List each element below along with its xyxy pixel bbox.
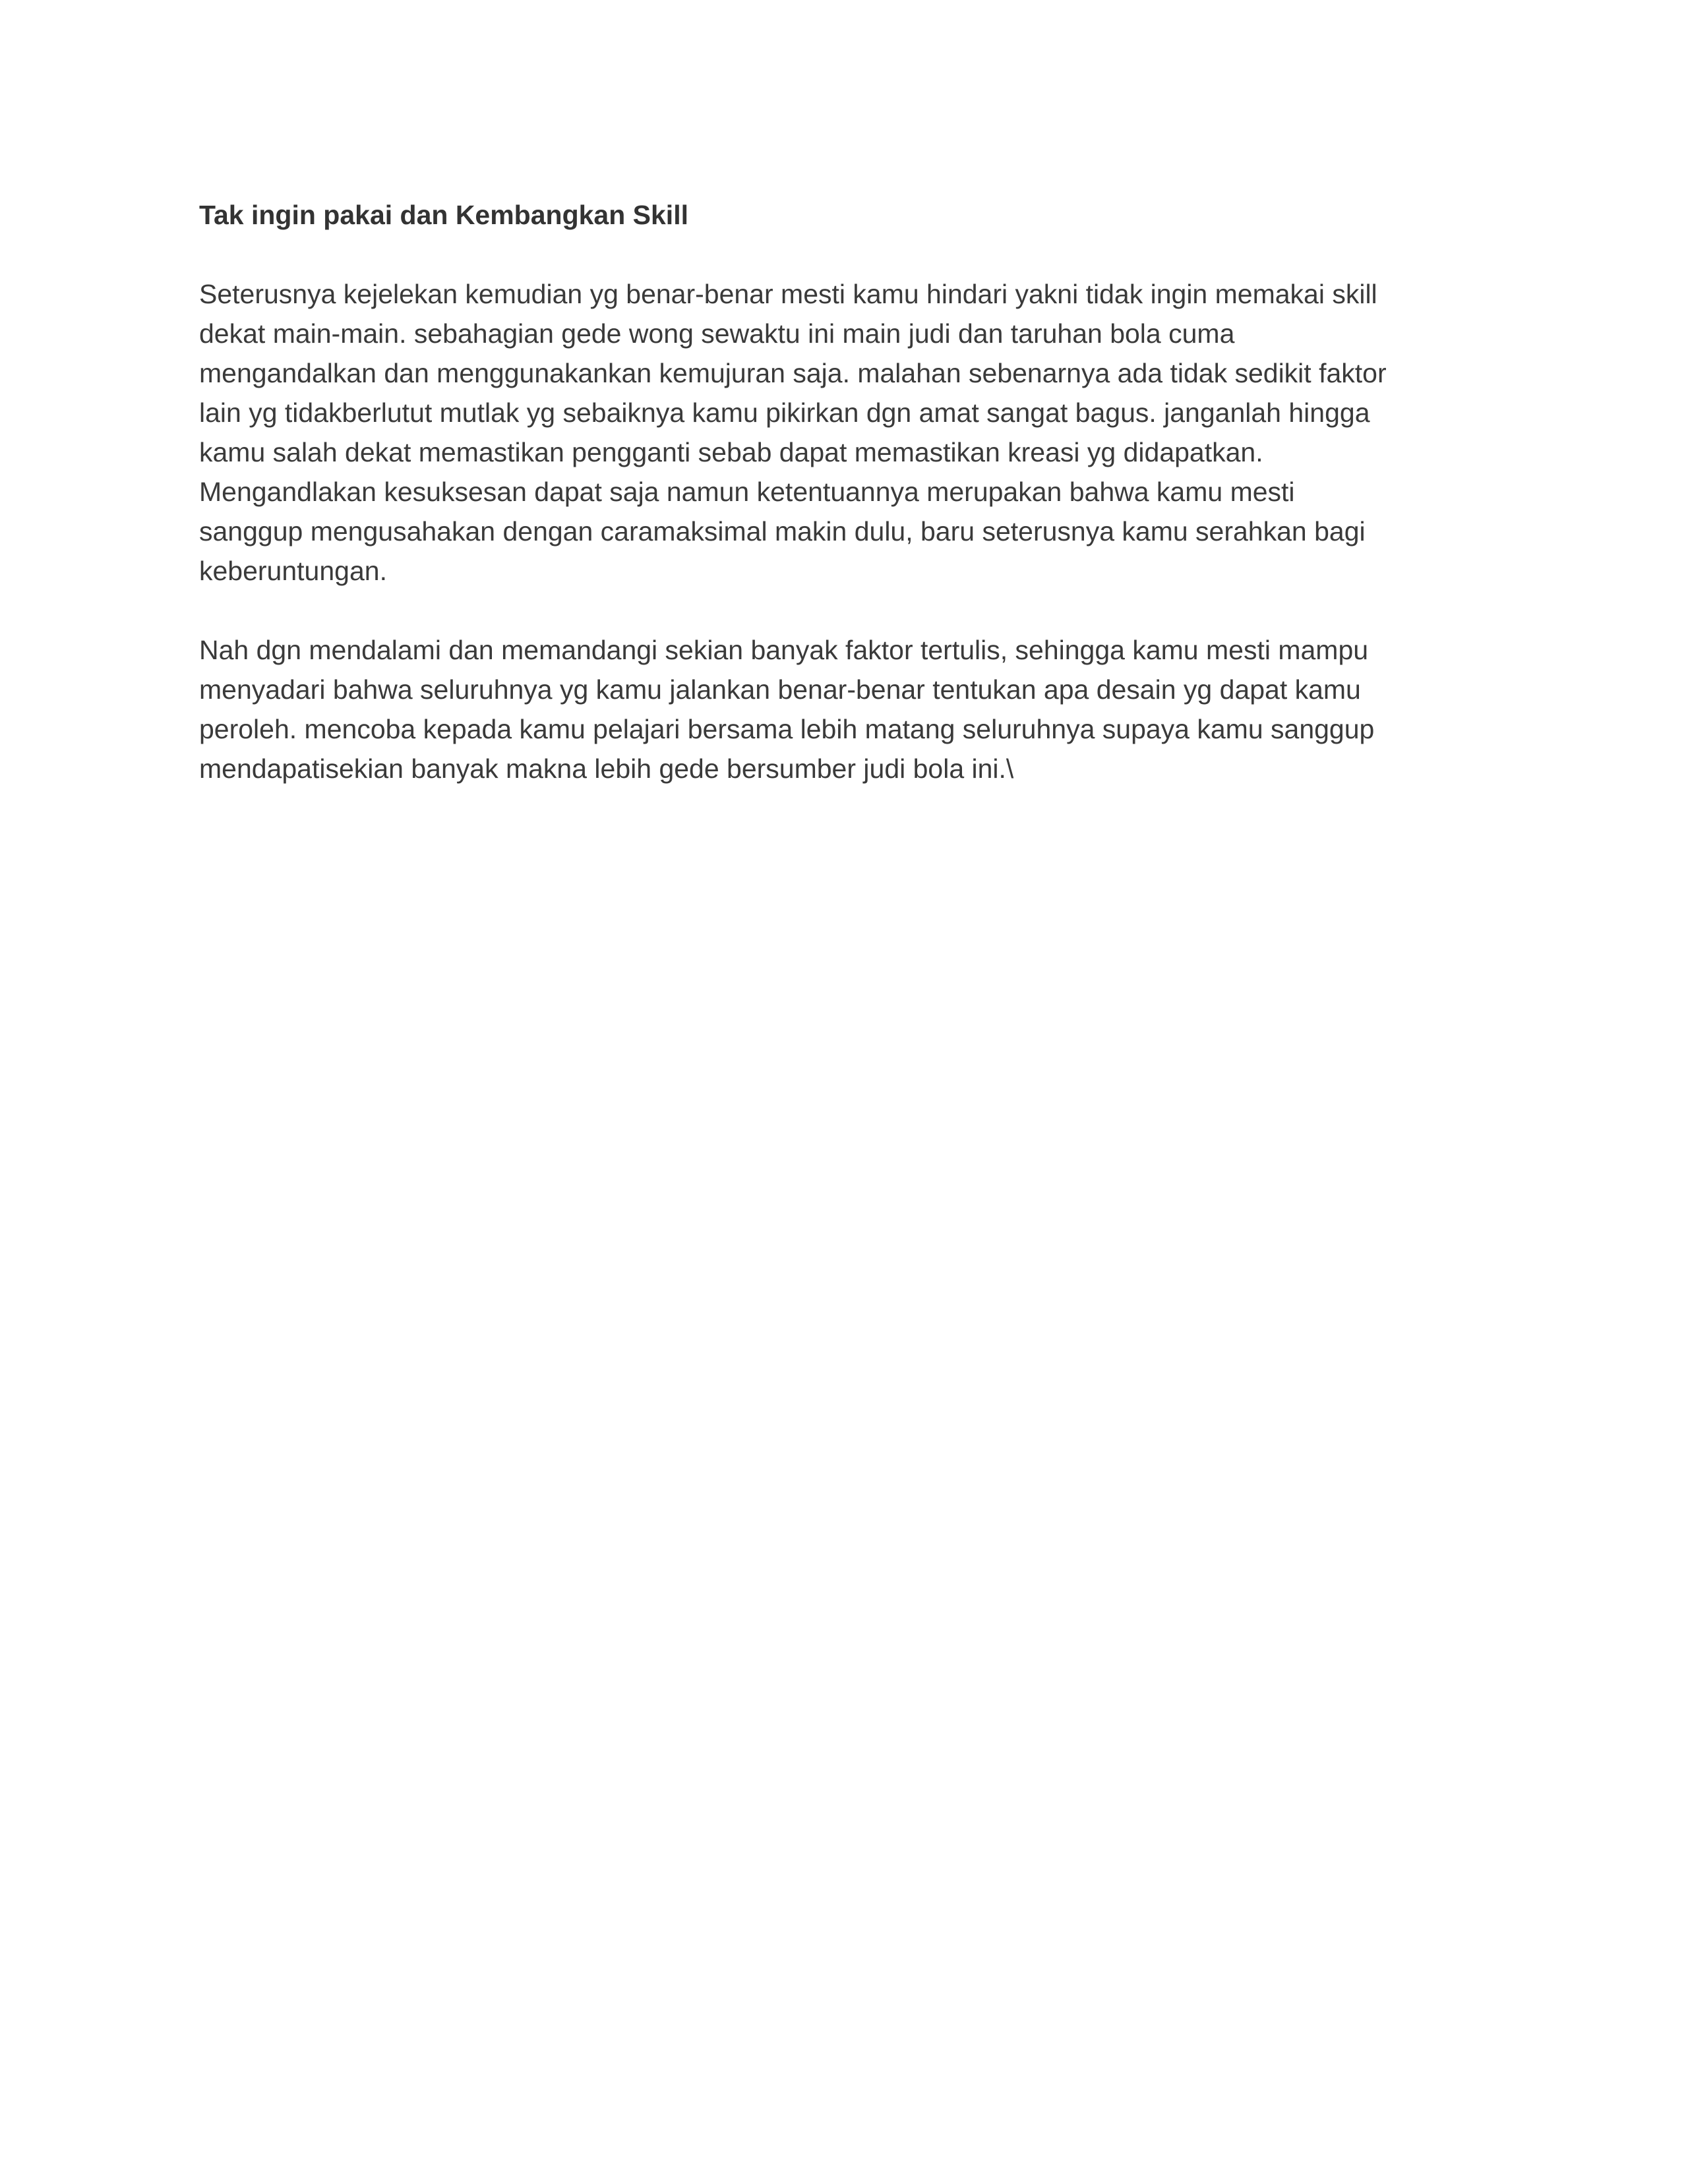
paragraph-line: Seterusnya kejelekan kemudian yg benar-benar mesti kamu hindari yakni tidak ingin memakai skill bbox=[199, 279, 1377, 309]
paragraph-line: keberuntungan. bbox=[199, 556, 387, 586]
paragraph-line: sanggup mengusahakan dengan caramaksimal makin dulu, baru seterusnya kamu serahkan bagi bbox=[199, 516, 1366, 546]
paragraph-line: menyadari bahwa seluruhnya yg kamu jalankan benar-benar tentukan apa desain yg dapat kamu bbox=[199, 674, 1361, 705]
paragraph-line: dekat main-main. sebahagian gede wong sewaktu ini main judi dan taruhan bola cuma bbox=[199, 318, 1235, 349]
paragraph-line: mengandalkan dan menggunakankan kemujuran saja. malahan sebenarnya ada tidak sedikit faktor bbox=[199, 358, 1387, 388]
paragraph-line: lain yg tidakberlutut mutlak yg sebaiknya kamu pikirkan dgn amat sangat bagus. janganlah hingga bbox=[199, 398, 1370, 428]
paragraph-line: peroleh. mencoba kepada kamu pelajari bersama lebih matang seluruhnya supaya kamu sanggup bbox=[199, 714, 1375, 744]
paragraph-2 bbox=[199, 630, 1492, 788]
document-title: Tak ingin pakai dan Kembangkan Skill bbox=[199, 200, 688, 230]
document-body bbox=[199, 195, 1492, 828]
paragraph-1 bbox=[199, 274, 1492, 591]
paragraph-line: Nah dgn mendalami dan memandangi sekian banyak faktor tertulis, sehingga kamu mesti mampu bbox=[199, 635, 1369, 665]
paragraph-line: mendapatisekian banyak makna lebih gede bersumber judi bola ini.\ bbox=[199, 753, 1014, 784]
paragraph-line: Mengandlakan kesuksesan dapat saja namun ketentuannya merupakan bahwa kamu mesti bbox=[199, 477, 1295, 507]
paragraph-line: kamu salah dekat memastikan pengganti sebab dapat memastikan kreasi yg didapatkan. bbox=[199, 437, 1263, 467]
